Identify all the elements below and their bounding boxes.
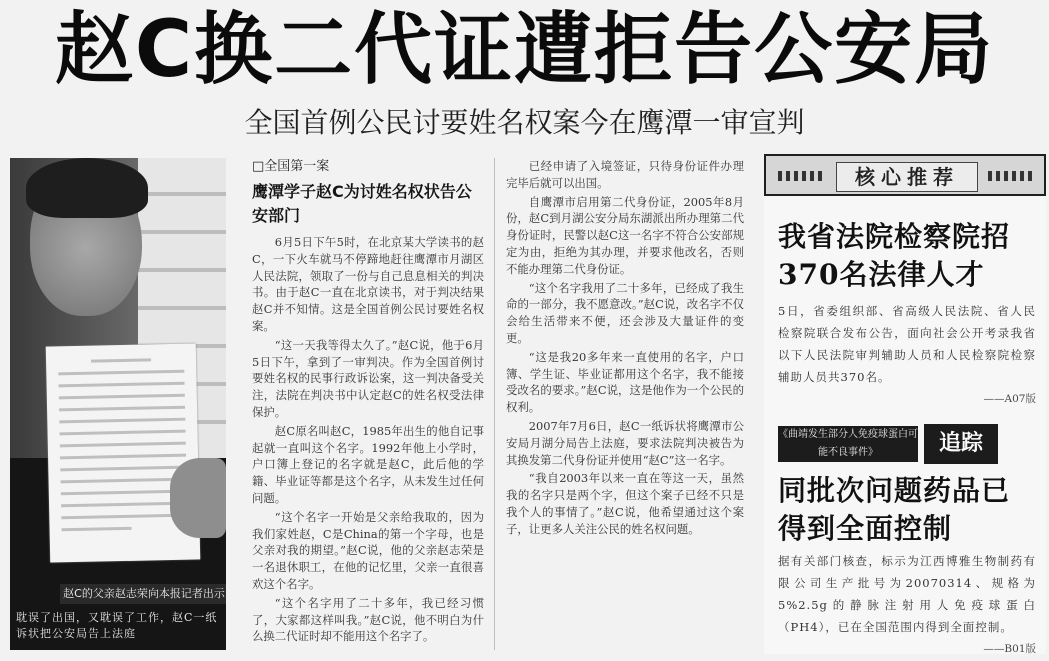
recommend-panel: [764, 154, 1046, 654]
article-paragraph: “这是我20多年来一直使用的名字，户口簿、学生证、毕业证都用这个名字，我不能接受改名的要求。”赵C说，这是他作为一个公民的权利。: [506, 349, 744, 415]
ornament-right: [988, 171, 1036, 181]
subhead: 全国首例公民讨要姓名权案今在鹰潭一审宣判: [244, 106, 805, 139]
article-title: 鹰潭学子赵C为讨姓名权状告公安部门: [252, 182, 472, 225]
article-paragraph: 赵C原名叫赵C，1985年出生的他自记事起就一直叫这个名字。1992年他上小学时，户口簿上登记的名字就是赵C，此后他的学籍、毕业证等都是这个名字，从未发生过任何问题。: [252, 423, 484, 505]
track-box: 《曲靖发生部分人免疫球蛋白可能不良事件》: [778, 426, 918, 462]
story2-title: 同批次问题药品已得到全面控制: [778, 474, 1011, 545]
article-paragraph: 2007年7月6日，赵C一纸诉状将鹰潭市公安局月湖分局告上法庭，要求法院判决被告为其换发第二代身份证并使用“赵C”这一名字。: [506, 418, 744, 467]
story1-body: 5日，省委组织部、省高级人民法院、省人民检察院联合发布公告，面向社会公开考录我省以下人民法院审判辅助人员和人民检察院检察辅助人员共370名。: [778, 304, 1036, 384]
story1-ref: ——A07版: [983, 393, 1036, 405]
story1-title: 我省法院检察院招370名法律人才: [778, 220, 1011, 291]
photo: [10, 158, 226, 650]
ornament-left: [778, 171, 826, 181]
column-divider: [494, 158, 495, 650]
article-tag: □全国第一案: [252, 159, 330, 174]
article-paragraph: “这个名字我用了二十多年，已经成了我生命的一部分，我不愿意改。”赵C说，改名字不仅会给生活带来不便，还会涉及大量证件的变更。: [506, 280, 744, 345]
story2-ref: ——B01版: [983, 643, 1036, 655]
photo-person-hair: [26, 158, 148, 218]
article-paragraph: 已经申请了入境签证，只待身份证件办理完毕后就可以出国。: [506, 159, 744, 190]
article-column-2: [506, 158, 744, 650]
article-paragraph: 6月5日下午5时，在北京某大学读书的赵C，一下火车就马不停蹄地赶往鹰潭市月湖区人民法院，领取了一份与自己息息相关的判决书。由于赵C一直在北京读书，对于判决结果赵C并不知情。这是全国首例公民讨要姓名权案。: [252, 235, 484, 333]
photo-document: [46, 343, 200, 562]
story2-body: 据有关部门核查，标示为江西博雅生物制药有限公司生产批号为20070314、规格为5%2.5g的静脉注射用人免疫球蛋白（PH4），已在全国范围内得到全面控制。: [778, 554, 1036, 634]
track-row: [778, 424, 1038, 464]
photo-caption: 赵C的父亲赵志荣向本报记者出示: [60, 584, 226, 604]
recommend-header: [764, 154, 1046, 196]
photo-hand: [170, 458, 226, 538]
photo-bottom-text: 耽误了出国，又耽误了工作，赵C一纸诉状把公安局告上法庭: [16, 611, 218, 640]
story1-text: [778, 300, 1036, 410]
article-paragraph: “这个名字一开始是父亲给我取的，因为我们家姓赵，C是China的第一个字母，也是父亲对我的期望。”赵C说，他的父亲赵志荣是一名退休职工，在他的记忆里，父亲一直很喜欢这个名字。: [252, 509, 484, 591]
headline: 赵C换二代证遭拒告公安局: [54, 5, 995, 95]
story2-text: [778, 550, 1036, 660]
article-paragraph: “这个名字用了二十多年，我已经习惯了，大家都这样叫我。”赵C说，他不明白为什么换二代证时却不能用这个名字了。: [252, 595, 484, 644]
article-column-1: [252, 158, 484, 650]
recommend-label: 核心推荐: [836, 162, 978, 192]
article-paragraph: “这一天我等得太久了。”赵C说，他于6月5日下午，拿到了一审判决。作为全国首例讨要姓名权的民事行政诉讼案，这一判决备受关注，法院在判决书中认定赵C的姓名权受法律保护。: [252, 337, 484, 419]
article-paragraph: 自鹰潭市启用第二代身份证，2005年8月份，赵C到月湖公安分局东湖派出所办理第二代身份证时，民警以赵C这一名字不符合公安部规定为由，拒绝为其办理，并要求他改名，否则不能办理第二代身份证。: [506, 194, 744, 276]
article-paragraph: “我自2003年以来一直在等这一天，虽然我的名字只是两个字，但这个案子已经不只是我个人的事情了。”赵C说，他希望通过这个案子，让更多人关注公民的姓名权问题。: [506, 471, 744, 536]
track-word: 追踪: [924, 424, 998, 464]
